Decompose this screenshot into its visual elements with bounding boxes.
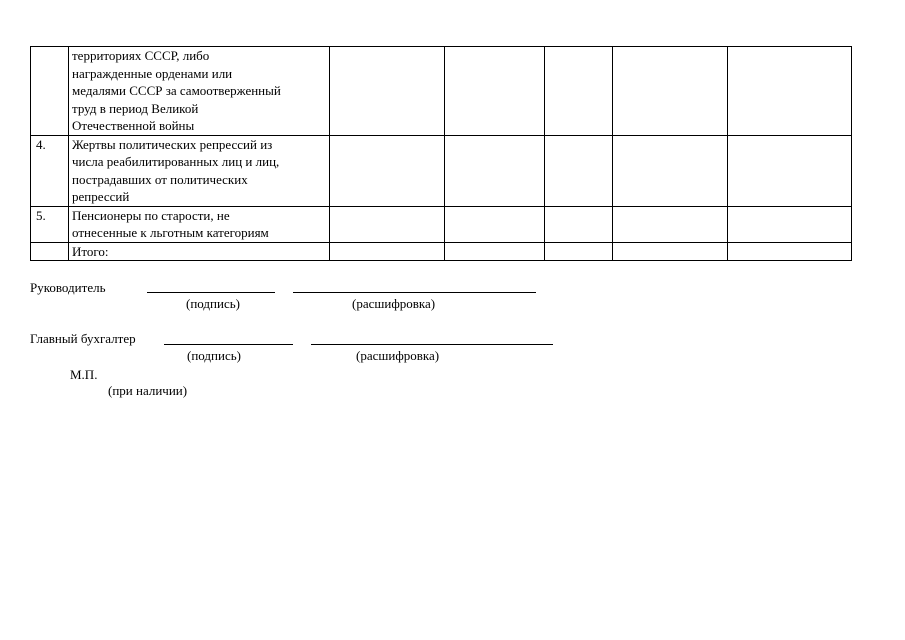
row-number: 4.	[31, 135, 69, 206]
head-label: Руководитель	[30, 280, 106, 295]
row-number	[31, 47, 69, 136]
accountant-sign-caption: (подпись)	[187, 348, 241, 363]
table-cell	[445, 206, 545, 242]
table-cell	[728, 47, 852, 136]
row-category: Пенсионеры по старости, не отнесенные к льготным категориям	[69, 206, 330, 242]
table-cell	[445, 135, 545, 206]
row-category: территориях СССР, либо награжденные орденами или медалями СССР за самоотверженный труд в период Великой Отечественной войны	[69, 47, 330, 136]
table-row	[31, 47, 852, 136]
head-name-line[interactable]	[293, 292, 536, 293]
head-sign-caption: (подпись)	[186, 296, 240, 311]
accountant-sign-line[interactable]	[164, 344, 293, 345]
table-cell	[728, 242, 852, 261]
accountant-name-caption: (расшифровка)	[356, 348, 440, 363]
table-row	[31, 206, 852, 242]
row-category: Жертвы политических репрессий из числа реабилитированных лиц и лиц, пострадавших от политических репрессий	[69, 135, 330, 206]
table-cell	[545, 206, 613, 242]
table-cell	[330, 135, 445, 206]
table-row-total	[31, 242, 852, 261]
head-sign-line[interactable]	[147, 292, 275, 293]
table-cell	[545, 47, 613, 136]
table-cell	[728, 206, 852, 242]
table-row	[31, 135, 852, 206]
benefits-table	[30, 46, 852, 261]
stamp-note: (при наличии)	[108, 383, 188, 398]
table-cell	[613, 242, 728, 261]
row-number: 5.	[31, 206, 69, 242]
head-name-caption: (расшифровка)	[352, 296, 436, 311]
table-cell	[330, 242, 445, 261]
table-cell	[613, 47, 728, 136]
table-cell	[728, 135, 852, 206]
table-cell	[445, 242, 545, 261]
table-cell	[613, 135, 728, 206]
stamp-label: М.П.	[70, 367, 98, 382]
total-label: Итого:	[69, 242, 330, 261]
accountant-label: Главный бухгалтер	[30, 331, 136, 346]
table-cell	[545, 135, 613, 206]
table-cell	[613, 206, 728, 242]
table-cell	[330, 206, 445, 242]
table-cell	[330, 47, 445, 136]
row-number	[31, 242, 69, 261]
table-cell	[545, 242, 613, 261]
accountant-name-line[interactable]	[311, 344, 553, 345]
table-cell	[445, 47, 545, 136]
